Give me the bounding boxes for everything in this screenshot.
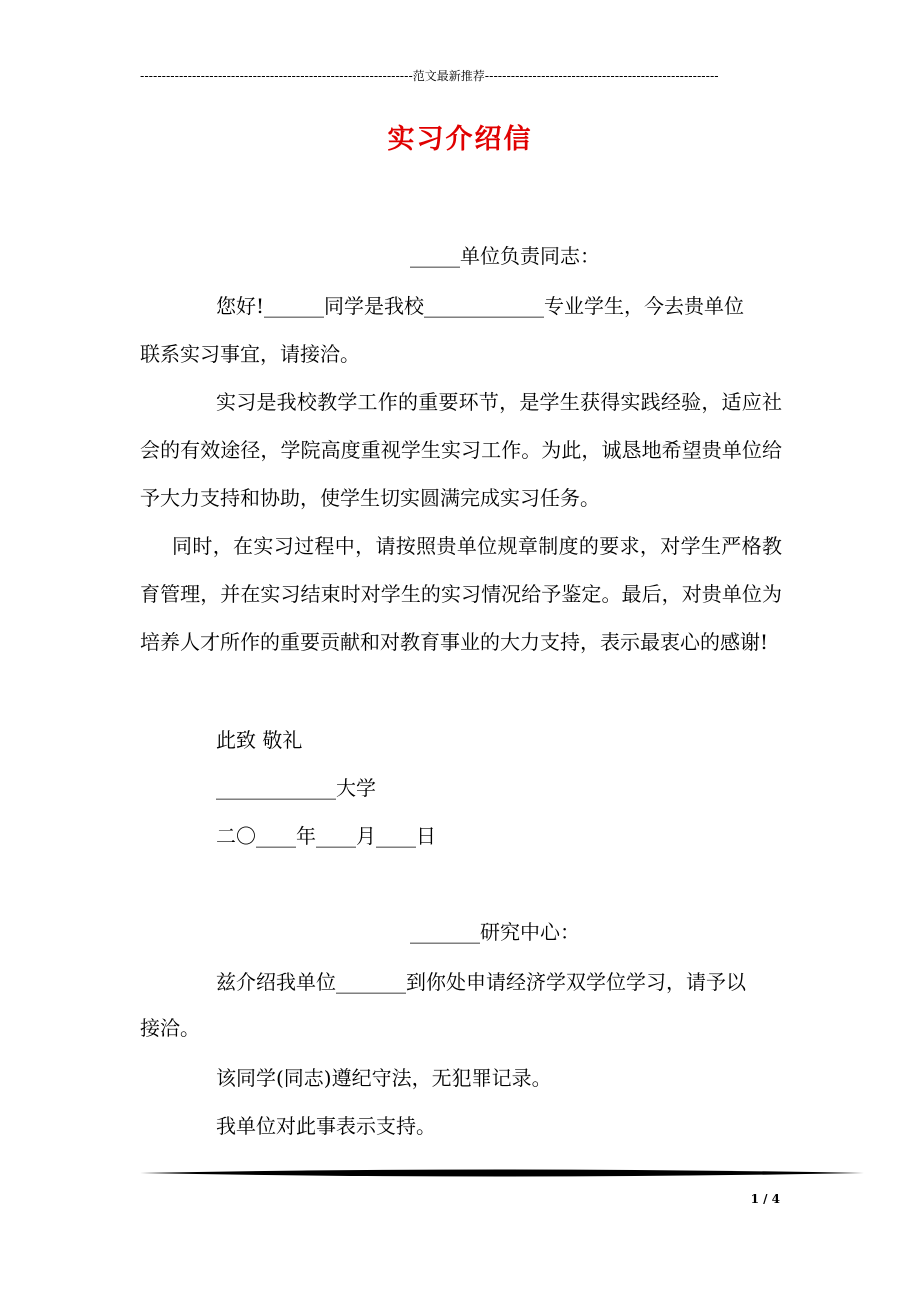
letter1-signer: ____________大学 <box>216 776 376 800</box>
page-number: 1 / 4 <box>750 1192 780 1206</box>
letter1-paragraph1-line1: 您好!______同学是我校____________专业学生，今去贵单位 <box>216 294 745 318</box>
letter1-paragraph2: 实习是我校教学工作的重要环节，是学生获得实践经验，适应社会的有效途径，学院高度重视学生实习工作。为此，诚恳地希望贵单位给予大力支持和协助，使学生切实圆满完成实习任务。 <box>140 390 782 510</box>
letter2-paragraph1-line1: 兹介绍我单位_______到你处申请经济学双学位学习，请予以 <box>216 970 746 994</box>
letter1-paragraph1-line2: 联系实习事宜，请接洽。 <box>140 342 360 366</box>
letter1-salutation: _____单位负责同志： <box>410 244 600 268</box>
footer-divider <box>140 1166 864 1180</box>
letter1-date: 二〇____年____月____日 <box>216 824 436 848</box>
letter2-salutation: _______研究中心： <box>410 920 580 944</box>
letter2-paragraph1-line2: 接洽。 <box>140 1016 200 1040</box>
page-header-banner: ---------------------------------------------------------------范文最新推荐------------------------------------------------------ <box>140 69 719 83</box>
letter2-paragraph3: 我单位对此事表示支持。 <box>216 1114 436 1138</box>
letter2-paragraph2: 该同学(同志)遵纪守法，无犯罪记录。 <box>216 1066 552 1090</box>
document-title: 实习介绍信 <box>387 124 533 155</box>
letter1-paragraph3: 同时，在实习过程中，请按照贵单位规章制度的要求，对学生严格教育管理，并在实习结束时对学生的实习情况给予鉴定。最后，对贵单位为培养人才所作的重要贡献和对教育事业的大力支持，表示最衷心的感谢! <box>140 534 782 654</box>
letter1-closing: 此致 敬礼 <box>216 728 303 752</box>
